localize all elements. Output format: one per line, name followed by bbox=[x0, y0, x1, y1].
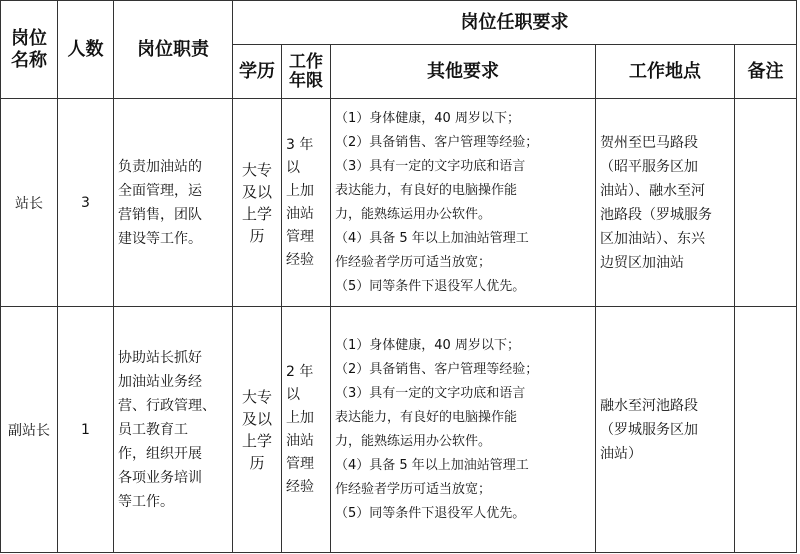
education-line: 大专 bbox=[241, 387, 272, 406]
cell-duties bbox=[114, 99, 233, 307]
cell-count: 3 bbox=[58, 99, 114, 307]
location-line: （罗城服务区加 bbox=[600, 421, 698, 438]
years-line: 2 年以 bbox=[286, 363, 314, 403]
years-line: 经验 bbox=[286, 251, 314, 268]
table-row-deputy-manager bbox=[1, 307, 797, 553]
header-work-years bbox=[282, 45, 331, 99]
years-line: 管理 bbox=[286, 228, 314, 245]
header-duties: 岗位职责 bbox=[114, 1, 233, 99]
duty-line: 等工作。 bbox=[118, 493, 174, 510]
requirement-line: （4）具备 5 年以上加油站管理工 bbox=[335, 230, 529, 246]
duty-line: 负责加油站的 bbox=[118, 158, 202, 175]
duty-line: 营、行政管理、 bbox=[118, 397, 216, 414]
requirement-line: 力，能熟练运用办公软件。 bbox=[335, 206, 492, 222]
location-line: （昭平服务区加 bbox=[600, 158, 698, 175]
duty-line: 全面管理，运 bbox=[118, 182, 202, 199]
requirement-line: （1）身体健康，40 周岁以下； bbox=[335, 110, 520, 126]
cell-remarks bbox=[735, 307, 797, 553]
location-line: 区加油站）、东兴 bbox=[600, 230, 705, 247]
cell-count: 1 bbox=[58, 307, 114, 553]
cell-work-years bbox=[282, 99, 331, 307]
location-line: 贺州至巴马路段 bbox=[600, 134, 698, 151]
cell-position: 站长 bbox=[1, 99, 58, 307]
duty-line: 加油站业务经 bbox=[118, 373, 202, 390]
education-line: 及以 bbox=[241, 409, 272, 428]
requirement-line: （5）同等条件下退役军人优先。 bbox=[335, 505, 526, 521]
cell-education bbox=[233, 99, 282, 307]
cell-work-years bbox=[282, 307, 331, 553]
header-position-name-text: 岗位名称 bbox=[10, 27, 47, 71]
header-education: 学历 bbox=[233, 45, 282, 99]
requirement-line: 表达能力，有良好的电脑操作能 bbox=[335, 182, 518, 198]
education-line: 及以 bbox=[241, 182, 272, 201]
requirement-line: （1）身体健康，40 周岁以下； bbox=[335, 337, 520, 353]
requirement-line: （4）具备 5 年以上加油站管理工 bbox=[335, 457, 529, 473]
years-line: 经验 bbox=[286, 478, 314, 495]
requirement-line: （3）具有一定的文字功底和语言 bbox=[335, 158, 526, 174]
cell-other-requirements bbox=[331, 99, 596, 307]
header-count: 人数 bbox=[58, 1, 114, 99]
duty-line: 建设等工作。 bbox=[118, 230, 202, 247]
location-line: 油站） bbox=[600, 445, 642, 462]
education-line: 上学 bbox=[241, 204, 272, 223]
header-work-location: 工作地点 bbox=[596, 45, 735, 99]
location-line: 油站）、融水至河 bbox=[600, 182, 705, 199]
location-line: 池路段（罗城服务 bbox=[600, 206, 712, 223]
header-position-name bbox=[1, 1, 58, 99]
education-line: 历 bbox=[249, 453, 265, 472]
requirement-line: 作经验者学历可适当放宽； bbox=[335, 481, 492, 497]
education-line: 大专 bbox=[241, 160, 272, 179]
requirement-line: （3）具有一定的文字功底和语言 bbox=[335, 385, 526, 401]
requirement-line: 力，能熟练运用办公软件。 bbox=[335, 433, 492, 449]
requirement-line: （2）具备销售、客户管理等经验； bbox=[335, 361, 539, 377]
duty-line: 营销售，团队 bbox=[118, 206, 202, 223]
header-other-requirements: 其他要求 bbox=[331, 45, 596, 99]
location-line: 边贸区加油站 bbox=[600, 254, 684, 271]
cell-work-location bbox=[596, 307, 735, 553]
table-row-station-manager bbox=[1, 99, 797, 307]
header-work-years-text: 工作年限 bbox=[289, 51, 323, 91]
years-line: 油站 bbox=[286, 432, 314, 449]
years-line: 3 年以 bbox=[286, 136, 314, 176]
requirement-line: （2）具备销售、客户管理等经验； bbox=[335, 134, 539, 150]
cell-work-location bbox=[596, 99, 735, 307]
years-line: 管理 bbox=[286, 455, 314, 472]
header-requirements-group: 岗位任职要求 bbox=[233, 1, 797, 45]
cell-duties bbox=[114, 307, 233, 553]
years-line: 油站 bbox=[286, 205, 314, 222]
requirement-line: 作经验者学历可适当放宽； bbox=[335, 254, 492, 270]
header-row-1 bbox=[1, 1, 797, 45]
duty-line: 员工教育工 bbox=[118, 421, 188, 438]
years-line: 上加 bbox=[286, 409, 314, 426]
education-line: 上学 bbox=[241, 431, 272, 450]
header-remarks: 备注 bbox=[735, 45, 797, 99]
duty-line: 作，组织开展 bbox=[118, 445, 202, 462]
duty-line: 协助站长抓好 bbox=[118, 349, 202, 366]
cell-education bbox=[233, 307, 282, 553]
education-line: 历 bbox=[249, 226, 265, 245]
cell-other-requirements bbox=[331, 307, 596, 553]
location-line: 融水至河池路段 bbox=[600, 397, 698, 414]
cell-position: 副站长 bbox=[1, 307, 58, 553]
years-line: 上加 bbox=[286, 182, 314, 199]
requirement-line: （5）同等条件下退役军人优先。 bbox=[335, 278, 526, 294]
requirement-line: 表达能力，有良好的电脑操作能 bbox=[335, 409, 518, 425]
duty-line: 各项业务培训 bbox=[118, 469, 202, 486]
cell-remarks bbox=[735, 99, 797, 307]
